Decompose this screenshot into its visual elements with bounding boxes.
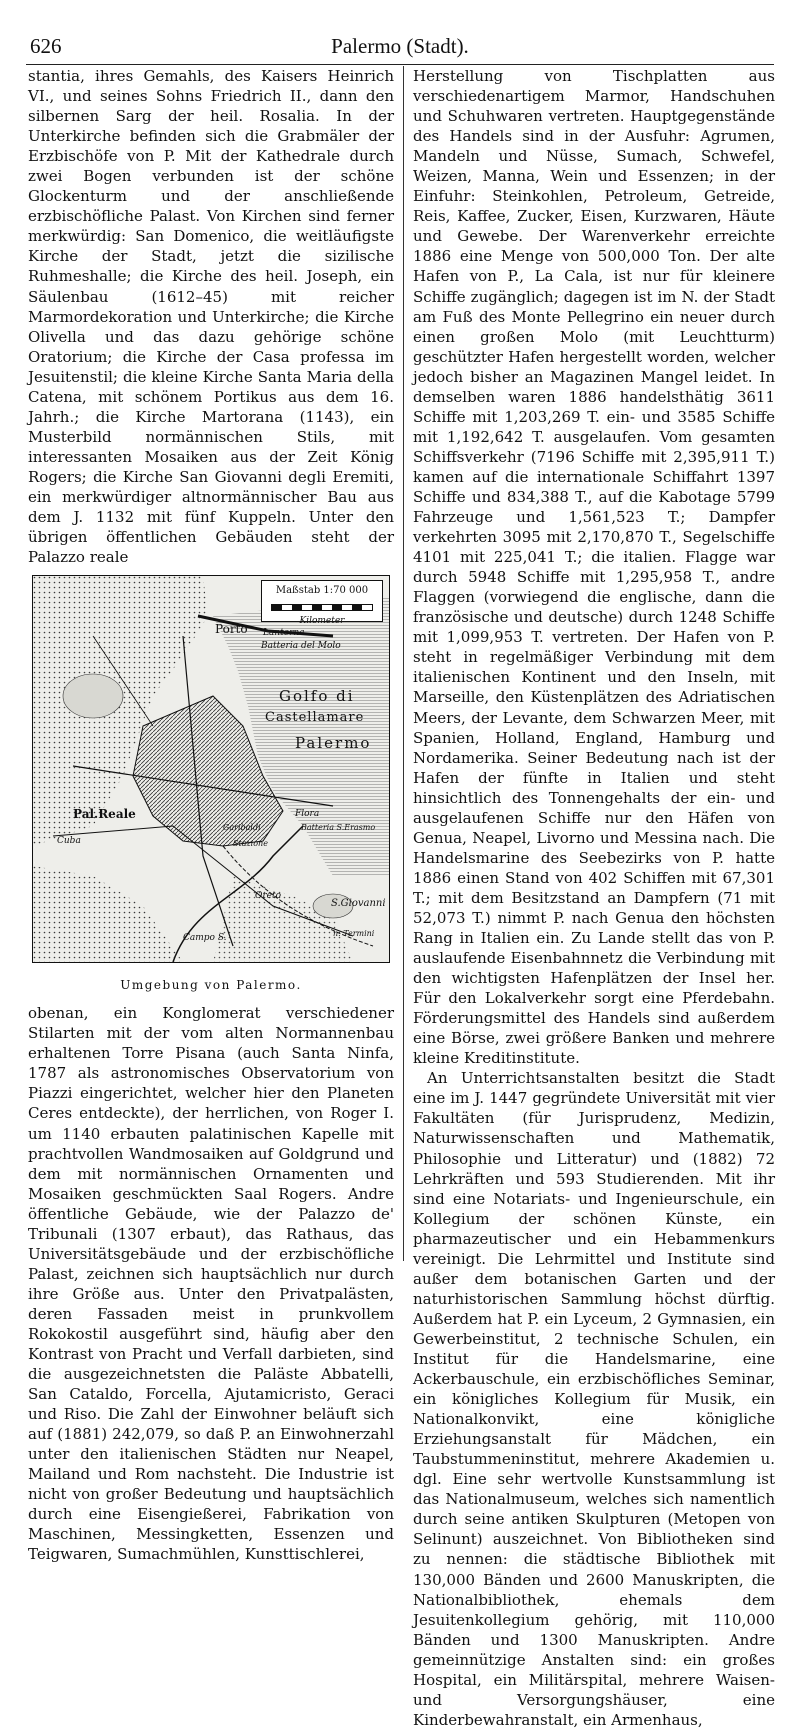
map-label-pal-reale: Pal.Reale <box>73 807 136 822</box>
map-label-termini: n. Termini <box>333 929 375 939</box>
left-column <box>28 66 394 1565</box>
map-label-garibaldi: Garibaldi <box>223 823 261 833</box>
page-header <box>26 30 774 65</box>
right-column <box>413 66 775 1730</box>
right-paragraph-trade: Herstellung von Tischplatten aus verschiedenartigem Marmor, Handschuhen und Schuhwaren vertreten. Hauptgegenstände des Handels sind in der Ausfuhr: Agrumen, Mandeln und Nüsse, Sumach, Schwefel, Weizen, Manna, Wein und Essenzen; in der Einfuhr: Steinkohlen, Petroleum, Getreide, Reis, Kaffee, Zucker, Eisen, Kurzwaren, Häute und Gewebe. Der Warenverkehr erreichte 1886 eine Menge von 500,000 Ton. Der alte Hafen von P., La Cala, ist nur für kleinere Schiffe zugänglich; dagegen ist im N. der Stadt am Fuß des Monte Pellegrino ein neuer durch einen großen Molo (mit Leuchtturm) geschützter Hafen hergestellt worden, welcher jedoch bisher an Magazinen Mangel leidet. In demselben waren 1886 handelsthätig 3611 Schiffe mit 1,203,269 T. ein- und 3585 Schiffe mit 1,192,642 T. ausgelaufen. Vom gesamten Schiffsverkehr (7196 Schiffe mit 2,395,911 T.) kamen auf die internationale Schiffahrt 1397 Schiffe und 834,388 T., auf die Kabotage 5799 Fahrzeuge und 1,561,523 T.; Dampfer verkehrten 3095 mit 2,170,870 T., Segelschiffe 4101 mit 225,041 T.; die italien. Flagge war durch 5948 Schiffe mit 1,295,958 T., andre Flaggen (vorwiegend die englische, dann die französische und deutsche) durch 1248 Schiffe mit 1,099,953 T. vertreten. Der Hafen von P. steht in regelmäßiger Verbindung mit dem italienischen Kontinent und den Inseln, mit Marseille, den Küstenplätzen des Adriatischen Meers, der Levante, dem Schwarzen Meer, mit Spanien, Holland, England, Hamburg und Nordamerika. Seiner Bedeutung nach ist der Hafen der fünfte in Italien und steht hinsichtlich des Tonnengehalts der ein- und ausgelaufenen Schiffe nur den Häfen von Genua, Neapel, Livorno und Messina nach. Die Handelsmarine des Seebezirks von P. hatte 1886 einen Stand von 402 Schiffen mit 67,301 T.; mit dem Besitzstand an Dampfern (71 mit 52,073 T.) nimmt P. nach Genua den höchsten Rang in Italien ein. Zu Lande stellt das von P. auslaufende Eisenbahnnetz die Verbindung mit den wichtigsten Hafenplätzen der Insel her. Für den Lokalverkehr sorgt eine Pferdebahn. Förderungsmittel des Handels sind außerdem eine Börse, zwei größere Banken und mehrere kleine Kreditinstitute. <box>413 67 775 1068</box>
map-label-stazione: Stazione <box>233 839 268 849</box>
map-figure <box>28 575 394 969</box>
map-label-cuba: Cuba <box>57 836 81 847</box>
map-label-batteria-molo: Batteria del Molo <box>261 641 341 652</box>
map-label-campo-santo: Campo S. <box>183 933 227 944</box>
map-caption: Umgebung von Palermo. <box>120 978 302 993</box>
map-label-flora: Flora <box>295 809 320 820</box>
scale-bar <box>271 604 373 611</box>
left-paragraph-bottom: obenan, ein Konglomerat verschiedener Stilarten mit der vom alten Normannenbau erhaltenen Torre Pisana (auch Santa Ninfa, 1787 als astronomisches Observatorium von Piazzi eingerichtet, welcher hier den Planeten Ceres entdeckte), der herrlichen, von Roger I. um 1140 erbauten palatinischen Kapelle mit prachtvollen Wandmosaiken auf Goldgrund und dem mit normännischen Ornamenten und Mosaiken geschmückten Saal Rogers. Andre öffentliche Gebäude, wie der Palazzo de' Tribunali (1307 erbaut), das Rathaus, das Universitätsgebäude und der erzbischöfliche Palast, zeichnen sich hauptsächlich nur durch ihre Größe aus. Unter den Privatpalästen, deren Fassaden meist in prunkvollem Rokokostil ausgeführt sind, häufig aber den Kontrast von Pracht und Verfall darbieten, sind die ausgezeichnetsten die Paläste Abbatelli, San Cataldo, Forcella, Ajutamicristo, Geraci und Riso. Die Zahl der Einwohner beläuft sich auf (1881) 242,079, so daß P. an Einwohnerzahl unter den italienischen Städten nur Neapel, Mailand und Rom nachsteht. Die Industrie ist nicht von großer Bedeutung und hauptsächlich durch eine Eisengießerei, Fabrikation von Maschinen, Messingketten, Essenzen und Teigwaren, Sumachmühlen, Kunsttischlerei, <box>28 1004 394 1564</box>
running-title: Palermo (Stadt). <box>331 34 469 58</box>
scale-label: Maßstab 1:70 000 <box>275 585 369 597</box>
map-label-palermo: Palermo <box>295 734 372 753</box>
map-label-golfo: Golfo di <box>279 687 355 706</box>
column-rule <box>403 66 404 1261</box>
map-label-lanterna: Lanterna <box>263 628 305 639</box>
map-label-porto: Porto <box>215 622 248 637</box>
page-number: 626 <box>30 34 62 58</box>
map-label-batteria-erasmo: Batteria S.Erasmo <box>301 823 376 833</box>
map-label-s-giovanni: S.Giovanni <box>331 898 386 910</box>
map-label-castellamare: Castellamare <box>265 710 365 726</box>
palermo-map <box>32 575 390 963</box>
map-label-oreto: Oreto <box>255 891 282 902</box>
map-scale <box>261 580 383 627</box>
scale-unit: Kilometer <box>299 616 345 627</box>
left-paragraph-top: stantia, ihres Gemahls, des Kaisers Heinrich VI., und seines Sohns Friedrich II., dann den silbernen Sarg der heil. Rosalia. In der Unterkirche befinden sich die Grabmäler der Erzbischöfe von P. Mit der Kathedrale durch zwei Bogen verbunden ist der schöne Glockenturm und der anschließende erzbischöfliche Palast. Von Kirchen sind ferner merkwürdig: San Domenico, die weitläufigste Kirche der Stadt, jetzt die sizilische Ruhmeshalle; die Kirche des heil. Joseph, ein Säulenbau (1612–45) mit reicher Marmordekoration und Unterkirche; die Kirche Olivella und das dazu gehörige schöne Oratorium; die Kirche der Casa professa im Jesuitenstil; die kleine Kirche Santa Maria della Catena, mit schönem Portikus aus dem 16. Jahrh.; die Kirche Martorana (1143), ein Musterbild normännischen Stils, mit interessanten Mosaiken aus der Zeit König Rogers; die Kirche San Giovanni degli Eremiti, ein merkwürdiger altnormännischer Bau aus dem J. 1132 mit fünf Kuppeln. Unter den übrigen öffentlichen Gebäuden steht der Palazzo reale <box>28 67 394 567</box>
right-paragraph-education: An Unterrichtsanstalten besitzt die Stadt eine im J. 1447 gegründete Universität mit vier Fakultäten (für Jurisprudenz, Medizin, Naturwissenschaften und Mathematik, Philosophie und Litteratur) und (1882) 72 Lehrkräften und 593 Studierenden. Mit ihr sind eine Notariats- und Ingenieurschule, ein Kollegium der schönen Künste, ein pharmazeutischer und ein Hebammenkurs vereinigt. Die Lehrmittel und Institute sind außer dem botanischen Garten und der naturhistorischen Sammlung höchst dürftig. Außerdem hat P. ein Lyceum, 2 Gymnasien, ein Gewerbeinstitut, 2 technische Schulen, ein Institut für die Handelsmarine, eine Ackerbauschule, ein erzbischöfliches Seminar, ein königliches Kollegium für Musik, ein Nationalkonvikt, eine königliche Erziehungsanstalt für Mädchen, ein Taubstummeninstitut, mehrere Akademien u. dgl. Eine sehr wertvolle Kunstsammlung ist das Nationalmuseum, welches sich namentlich durch seine antiken Skulpturen (Metopen von Selinunt) auszeichnet. Von Bibliotheken sind zu nennen: die städtische Bibliothek mit 130,000 Bänden und 2600 Manuskripten, die Nationalbibliothek, ehemals dem Jesuitenkollegium gehörig, mit 110,000 Bänden und 1300 Manuskripten. Andre gemeinnützige Anstalten sind: ein großes Hospital, ein Militärspital, mehrere Waisen- und Versorgungshäuser, eine Kinderbewahranstalt, ein Armenhaus, <box>413 1069 775 1729</box>
